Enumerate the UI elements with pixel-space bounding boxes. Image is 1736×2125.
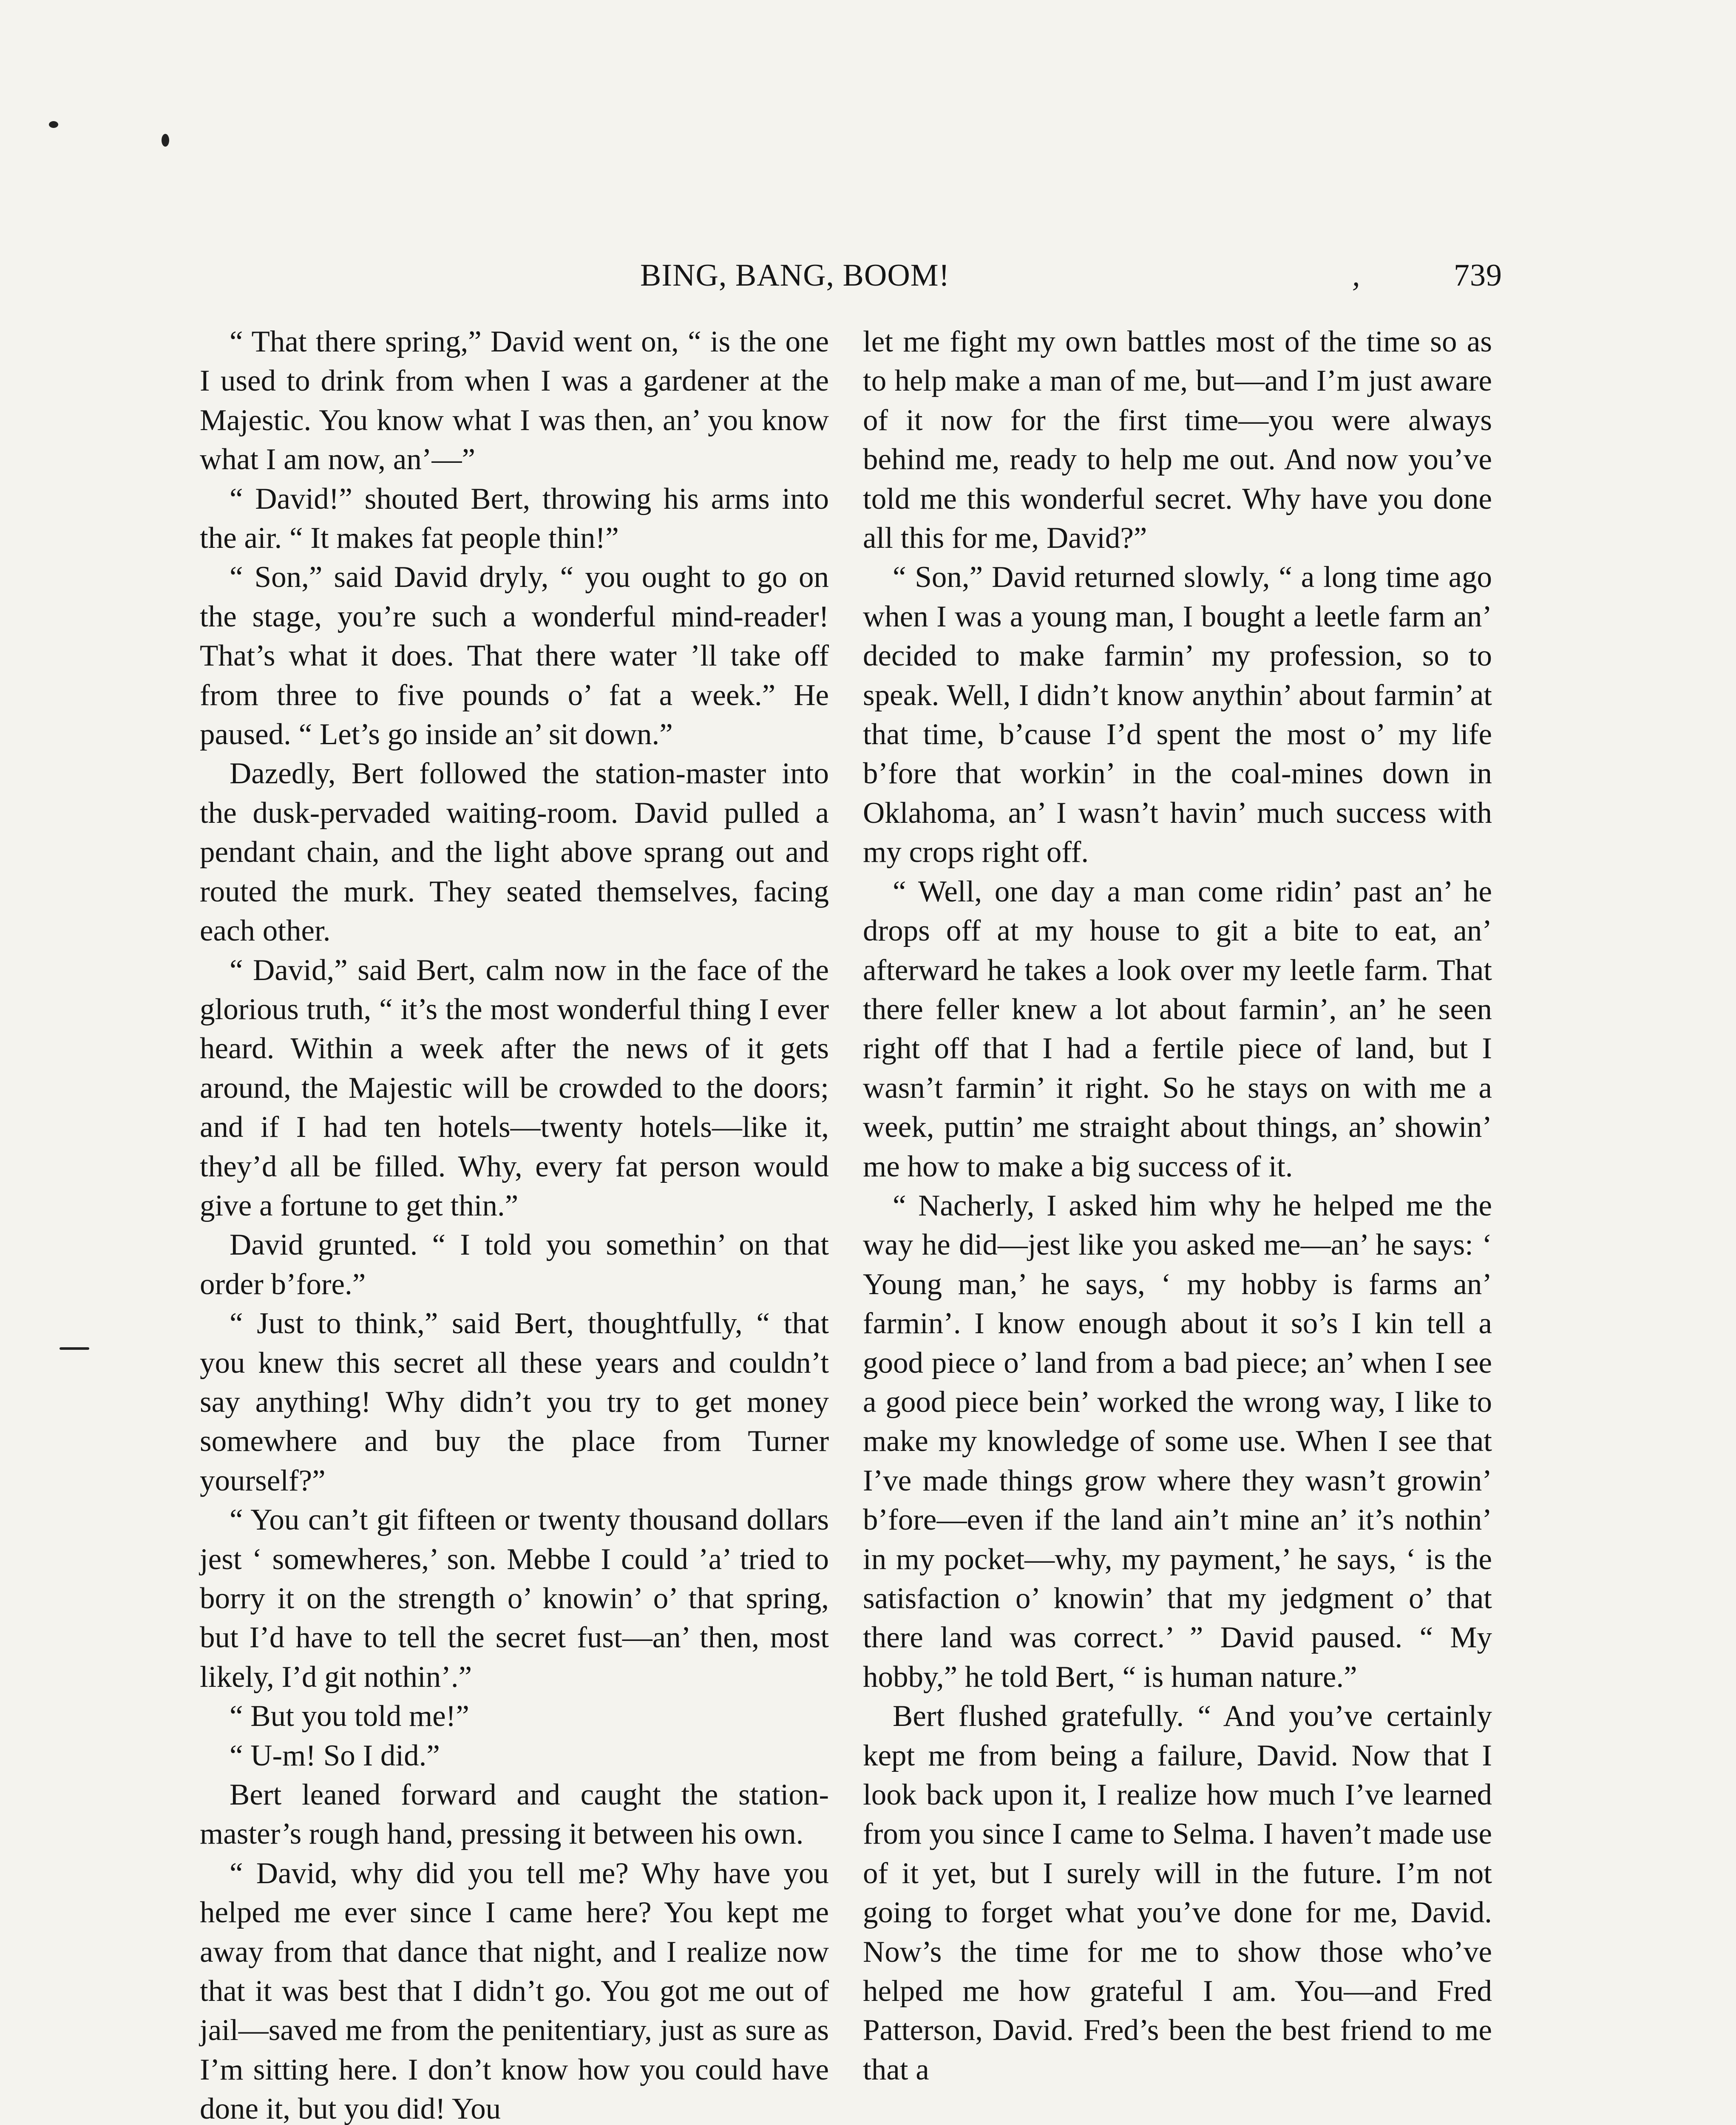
paragraph: Bert leaned forward and caught the station-master’s rough hand, pressing it between his own. — [200, 1778, 829, 1851]
paragraph: “ David!” shouted Bert, throwing his arms into the air. “ It makes fat people thin!” — [200, 482, 829, 555]
paragraph: “ David, why did you tell me? Why have you helped me ever since I came here? You kept me away from that dance that night, and I realize now that it was best that I didn’t go. You got me out of jail—saved me from the penitentiary, just as sure as I’m sitting here. I don’t know how you could have done it, but you did! You — [200, 1856, 829, 2125]
paragraph: “ Nacherly, I asked him why he helped me the way he did—jest like you asked me—an’ he says: ‘ Young man,’ he says, ‘ my hobby is farms an’ farmin’. I know enough about it so’s I kin tell a good piece o’ land from a bad piece; an’ when I see a good piece bein’ worked the wrong way, I like to make my knowledge of some use. When I see that I’ve made things grow where they wasn’t growin’ b’fore—even if the land ain’t mine an’ it’s nothin’ in my pocket—why, my payment,’ he says, ‘ is the satisfaction o’ knowin’ that my jedgment o’ that there land was correct.’ ” David paused. “ My hobby,” he told Bert, “ is human nature.” — [863, 1189, 1492, 1694]
paragraph: “ You can’t git fifteen or twenty thousand dollars jest ‘ somewheres,’ son. Mebbe I could ’a’ tried to borry it on the strength o’ knowin’ o’ that spring, but I’d have to tell the secret fust—an’ then, most likely, I’d git nothin’.” — [200, 1503, 829, 1694]
paragraph: Bert flushed gratefully. “ And you’ve certainly kept me from being a failure, David. Now that I look back upon it, I realize how much I’ve learned from you since I came to Selma. I haven’t made use of it yet, but I surely will in the future. I’m not going to forget what you’ve done for me, David. Now’s the time for me to show those who’ve helped me how grateful I am. You—and Fred Patterson, David. Fred’s been the best friend to me that a — [863, 1700, 1492, 2086]
paragraph: “ That there spring,” David went on, “ is the one I used to drink from when I was a gardener at the Majestic. You know what I was then, an’ you know what I am now, an’—” — [200, 325, 829, 476]
paragraph: let me fight my own battles most of the time so as to help make a man of me, but—and I’m just aware of it now for the first time—you were always behind me, ready to help me out. And now you’ve told me this wonderful secret. Why have you done all this for me, David?” — [863, 325, 1492, 555]
ink-speck — [49, 121, 58, 128]
running-header — [640, 254, 1502, 297]
left-column — [200, 322, 829, 2125]
running-title: BING, BANG, BOOM! — [640, 258, 950, 293]
right-column — [863, 322, 1492, 2089]
paragraph: Dazedly, Bert followed the station-master into the dusk-pervaded waiting-room. David pulled a pendant chain, and the light above sprang out and routed the murk. They seated themselves, facing each other. — [200, 757, 829, 948]
ink-speck — [60, 1347, 89, 1350]
page-number: 739 — [1454, 258, 1502, 293]
paragraph: “ David,” said Bert, calm now in the face of the glorious truth, “ it’s the most wonderful thing I ever heard. Within a week after the news of it gets around, the Majestic will be crowded to the doors; and if I had ten hotels—twenty hotels—like it, they’d all be filled. Why, every fat person would give a fortune to get thin.” — [200, 953, 829, 1222]
paragraph: “ But you told me!” — [230, 1700, 469, 1733]
header-mark: , — [1352, 258, 1361, 293]
paragraph: David grunted. “ I told you somethin’ on that order b’fore.” — [200, 1228, 829, 1301]
paragraph: “ U-m! So I did.” — [230, 1739, 440, 1772]
paragraph: “ Well, one day a man come ridin’ past an’ he drops off at my house to git a bite to eat, an’ afterward he takes a look over my leetle farm. That there feller knew a lot about farmin’, an’ he seen right off that I had a fertile piece of land, but I wasn’t farmin’ it right. So he stays on with me a week, puttin’ me straight about things, an’ showin’ me how to make a big success of it. — [863, 875, 1492, 1183]
paragraph: “ Son,” David returned slowly, “ a long time ago when I was a young man, I bought a leetle farm an’ decided to make farmin’ my profession, so to speak. Well, I didn’t know anythin’ about farmin’ at that time, b’cause I’d spent the most o’ my life b’fore that workin’ in the coal-mines down in Oklahoma, an’ I wasn’t havin’ much success with my crops right off. — [863, 561, 1492, 869]
paragraph: “ Son,” said David dryly, “ you ought to go on the stage, you’re such a wonderful mind-reader! That’s what it does. That there water ’ll take off from three to five pounds o’ fat a week.” He paused. “ Let’s go inside an’ sit down.” — [200, 561, 829, 751]
ink-speck — [162, 134, 169, 147]
paragraph: “ Just to think,” said Bert, thoughtfully, “ that you knew this secret all these years and couldn’t say anything! Why didn’t you try to get money somewhere and buy the place from Turner yourself?” — [200, 1307, 829, 1497]
